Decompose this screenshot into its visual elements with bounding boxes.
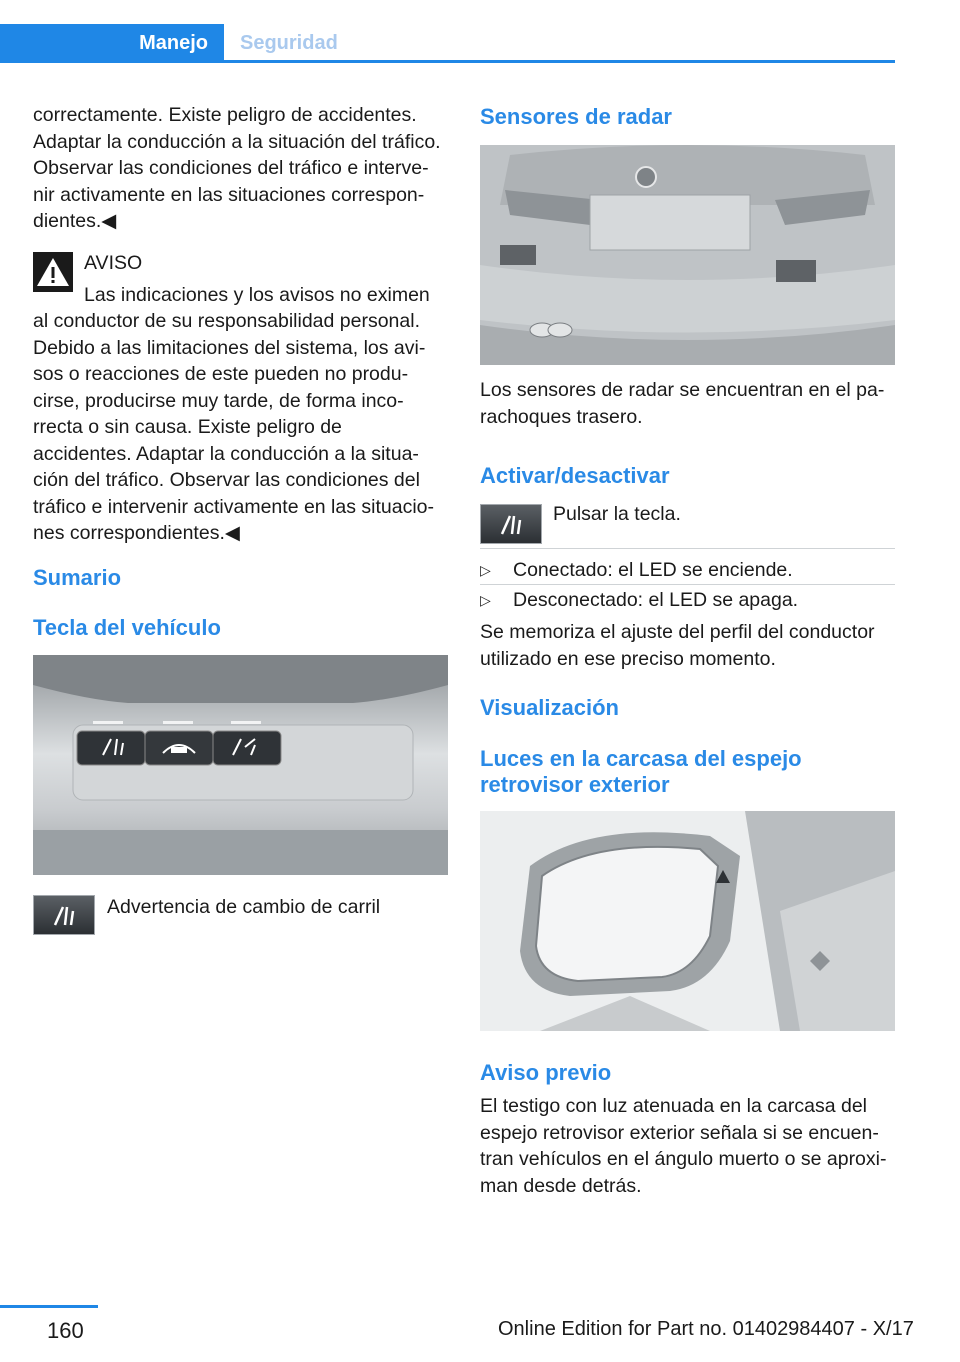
warning-paragraph (33, 308, 453, 547)
bullet-text: Desconectado: el LED se apaga. (513, 589, 799, 611)
aviso-line: tran vehículos en el ángulo muerto o se aproxi‐ (480, 1148, 887, 1170)
warning-first-line (84, 282, 444, 309)
activar-caption: Pulsar la tecla. (553, 503, 681, 525)
heading-tecla-vehiculo: Tecla del vehículo (33, 615, 221, 640)
aviso-line: El testigo con luz atenuada en la carcasa del (480, 1095, 868, 1117)
intro-line: nir activamente en las situaciones correspon‐ (33, 183, 425, 206)
intro-line: dientes.◀ (33, 210, 117, 232)
side-mirror-illustration (480, 811, 895, 1031)
bullet-text: Conectado: el LED se enciende. (513, 559, 793, 581)
warning-line: nes correspondientes.◀ (33, 522, 240, 544)
bullet-separator (480, 584, 895, 585)
aviso-line: man desde detrás. (480, 1174, 642, 1197)
warning-line: cirse, producirse muy tarde, de forma inco‐ (33, 389, 404, 412)
edition-note: Online Edition for Part no. 01402984407 - X/17 (498, 1318, 914, 1340)
warning-line: tráfico e intervenir activamente en las situacio‐ (33, 495, 435, 518)
tab-seguridad[interactable]: Seguridad (240, 32, 338, 54)
heading-luces-line: Luces en la carcasa del espejo (480, 746, 802, 771)
lane-change-caption: Advertencia de cambio de carril (107, 896, 381, 918)
vehicle-buttons-photo (33, 655, 448, 875)
triangle-bullet-icon: ▷ (480, 592, 491, 608)
intro-line: correctamente. Existe peligro de accidentes. (33, 104, 417, 126)
intro-line: Adaptar la conducción a la situación del tráfico. (33, 130, 441, 153)
warning-line: sos o reacciones de este pueden no produ‐ (33, 363, 409, 385)
warning-line: accidentes. Adaptar la conducción a la situa‐ (33, 442, 419, 465)
radar-paragraph (480, 377, 900, 430)
heading-luces-carcasa (480, 746, 895, 798)
lane-change-key-icon (480, 504, 542, 544)
warning-line: Las indicaciones y los avisos no eximen (84, 284, 430, 306)
memoriza-line: utilizado en ese preciso momento. (480, 647, 776, 670)
radar-line: rachoques trasero. (480, 405, 643, 428)
mirror-photo (480, 811, 895, 1031)
tab-manejo[interactable]: Manejo (0, 24, 224, 63)
heading-sensores-radar: Sensores de radar (480, 104, 672, 129)
page-number: 160 (47, 1318, 84, 1343)
car-rear-illustration (480, 145, 895, 365)
intro-line: Observar las condiciones del tráfico e interve‐ (33, 157, 429, 179)
warning-triangle-icon (33, 252, 73, 292)
triangle-bullet-icon: ▷ (480, 562, 491, 578)
header-rule (0, 60, 895, 63)
aviso-line: espejo retrovisor exterior señala si se encuen‐ (480, 1121, 879, 1144)
intro-paragraph (33, 102, 453, 235)
vehicle-buttons-illustration (33, 655, 448, 875)
warning-line: Debido a las limitaciones del sistema, los avi‐ (33, 336, 426, 359)
footer-rule (0, 1305, 98, 1308)
page-header (0, 0, 895, 64)
lane-change-warning-icon (33, 895, 95, 935)
heading-sumario: Sumario (33, 565, 122, 590)
radar-sensors-photo (480, 145, 895, 365)
heading-luces-line: retrovisor exterior (480, 772, 670, 797)
warning-line: ción del tráfico. Observar las condiciones del (33, 469, 420, 491)
heading-visualizacion: Visualización (480, 695, 619, 720)
warning-line: rrecta o sin causa. Existe peligro de (33, 416, 342, 438)
heading-activar-desactivar: Activar/desactivar (480, 463, 670, 488)
bullet-separator (480, 548, 895, 549)
warning-title: AVISO (84, 252, 143, 274)
warning-line: al conductor de su responsabilidad personal. (33, 310, 421, 332)
aviso-paragraph (480, 1093, 900, 1199)
heading-aviso-previo: Aviso previo (480, 1060, 612, 1085)
memoriza-line: Se memoriza el ajuste del perfil del conductor (480, 621, 875, 643)
radar-line: Los sensores de radar se encuentran en el pa‐ (480, 379, 885, 401)
memoriza-paragraph (480, 619, 900, 672)
